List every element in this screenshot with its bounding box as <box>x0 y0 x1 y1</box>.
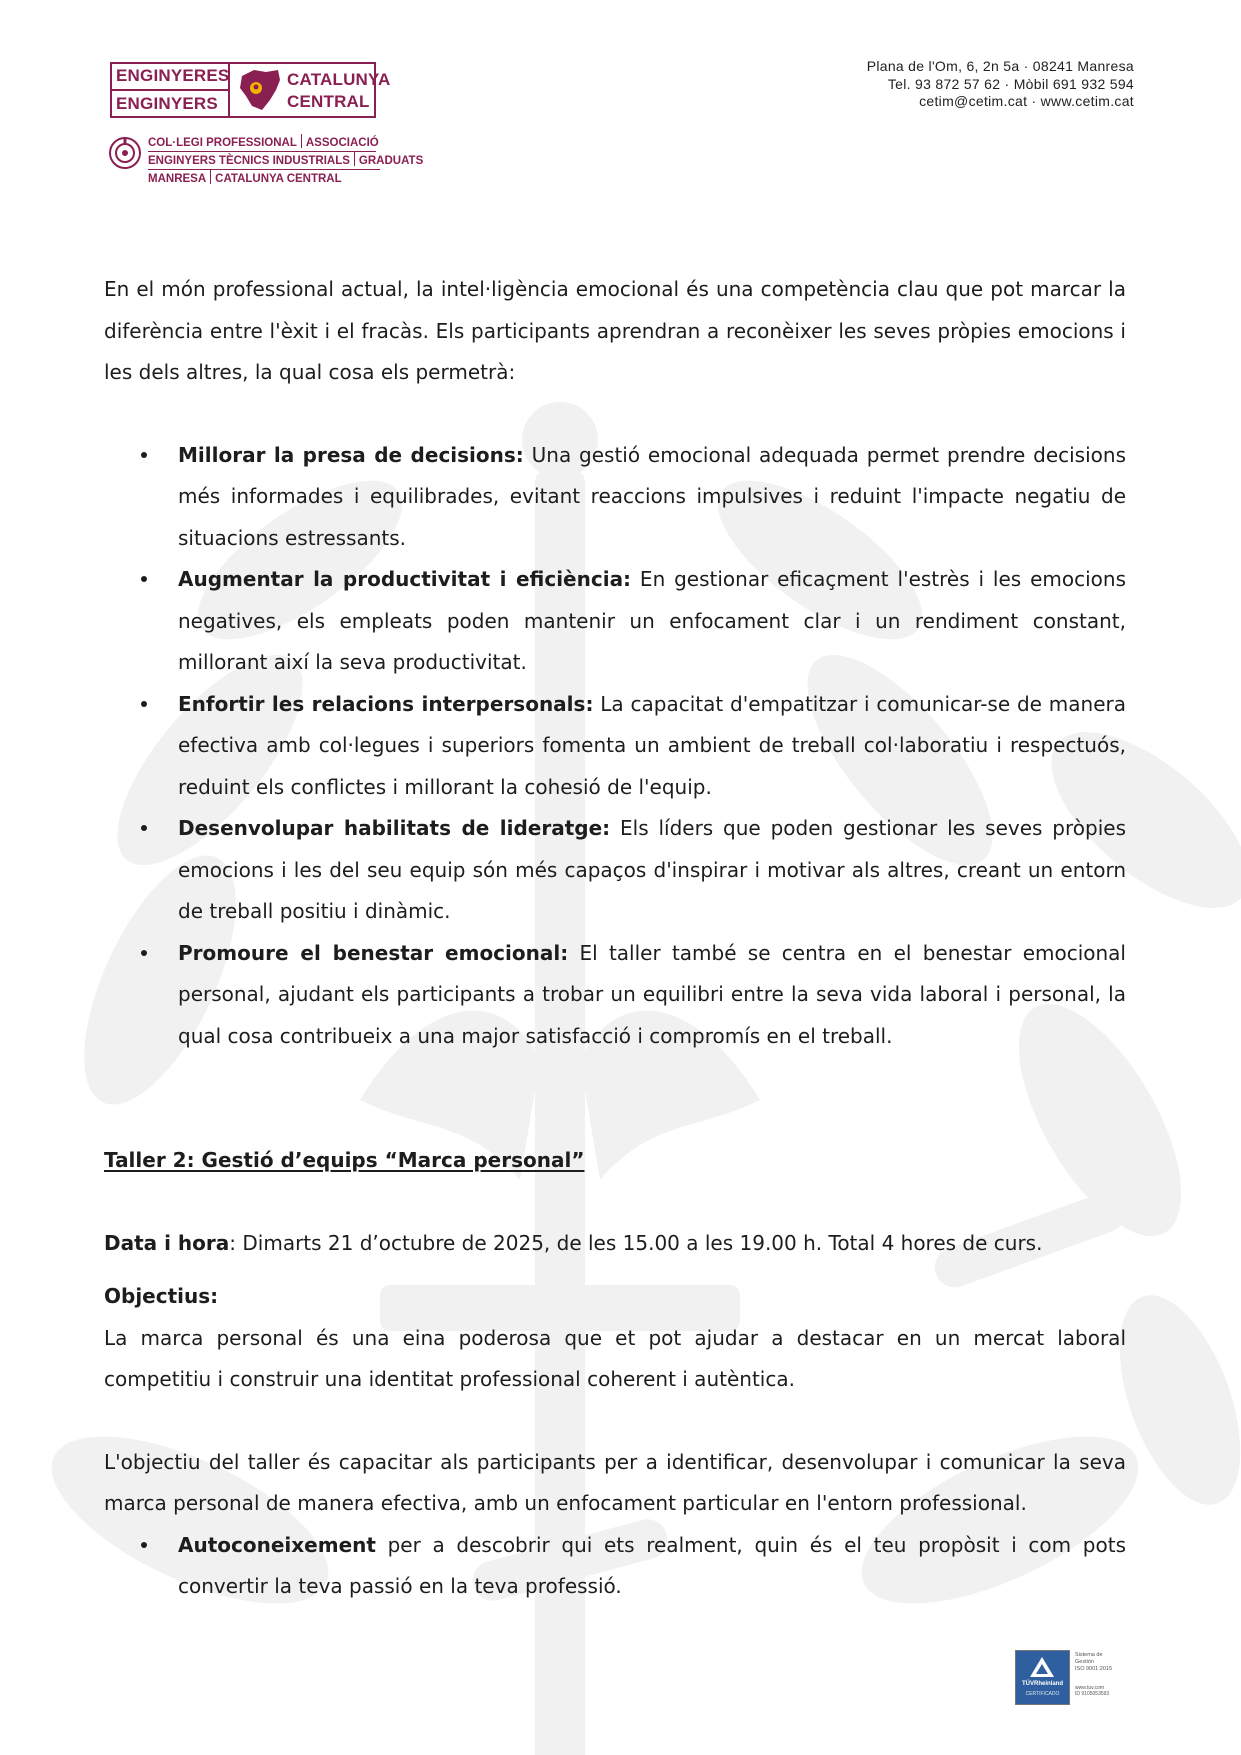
spacer <box>104 1264 1126 1276</box>
objectives-list <box>104 1525 1126 1608</box>
college-seal-icon <box>108 136 142 170</box>
contact-phones: Tel. 93 872 57 62 · Mòbil 691 932 594 <box>887 75 1134 92</box>
spacer <box>104 1401 1126 1442</box>
document-body <box>104 269 1126 1608</box>
workshop-title <box>104 1140 1126 1182</box>
badge-side-line: Sistema de <box>1075 1652 1103 1658</box>
list-item <box>104 559 1126 684</box>
workshop-date <box>104 1223 1126 1265</box>
list-item-title: Autoconeixement <box>178 1532 376 1557</box>
list-item-title: Millorar la presa de decisions: <box>178 442 524 467</box>
list-item <box>104 684 1126 809</box>
logo-line-2: ENGINYERS <box>116 94 218 113</box>
logo-separator <box>301 134 302 148</box>
list-item-text: En gestionar eficaçment l'estrès i les emocions negatives, els empleats poden mantenir un enfocament clar i un rendiment constant, millorant així la seva productivitat. <box>178 567 1126 674</box>
logo-region-1: CATALUNYA <box>287 70 391 89</box>
logo-region-2: CENTRAL <box>287 92 370 111</box>
date-value: : Dimarts 21 d’octubre de 2025, de les 15.00 a les 19.00 h. Total 4 hores de curs. <box>229 1230 1043 1255</box>
workshop-title-text: Taller 2: Gestió d’equips “Marca personal” <box>104 1148 585 1172</box>
college-logo-text: GRADUATS <box>358 155 424 167</box>
contact-info <box>867 58 1134 111</box>
college-logo-row-1 <box>148 134 379 151</box>
logo-separator <box>354 152 355 166</box>
college-logo-text: COL·LEGI PROFESSIONAL <box>148 137 297 149</box>
bullet-icon <box>141 576 147 582</box>
college-logo-text: ENGINYERS TÈCNICS INDUSTRIALS <box>148 155 350 167</box>
logo-line-1: ENGINYERES <box>116 66 230 85</box>
college-logo-row-3 <box>148 170 342 187</box>
benefits-list <box>104 435 1126 1058</box>
organization-logo <box>110 62 391 118</box>
list-item-title: Promoure el benestar emocional: <box>178 940 569 965</box>
college-logo-text: MANRESA <box>148 173 207 185</box>
list-item-title: Enfortir les relacions interpersonals: <box>178 691 594 716</box>
intro-paragraph: En el món professional actual, la intel·ligència emocional és una competència clau que pot marcar la diferència entre l'èxit i el fracàs. Els participants aprendran a reconèixer les seves pròpies emocions i les dels altres, la qual cosa els permetrà: <box>104 277 1126 384</box>
spacer <box>104 1057 1126 1140</box>
bullet-icon <box>141 825 147 831</box>
bullet-icon <box>141 701 147 707</box>
spacer <box>104 394 1126 435</box>
bullet-icon <box>141 950 147 956</box>
contact-web: cetim@cetim.cat · www.cetim.cat <box>919 93 1134 109</box>
college-logo-row-2 <box>148 152 423 169</box>
objectives-label: Objectius: <box>104 1284 219 1308</box>
contact-address: Plana de l'Om, 6, 2n 5a · 08241 Manresa <box>866 58 1134 74</box>
spacer <box>104 1182 1126 1223</box>
badge-small-line: ID 9105053593 <box>1075 1691 1110 1697</box>
list-item <box>104 933 1126 1058</box>
objectives-paragraph-2: L'objectiu del taller és capacitar als participants per a identificar, desenvolupar i comunicar la seva marca personal de manera efectiva, amb un enfocament particular en l'entorn professional. <box>104 1449 1126 1515</box>
list-item-title: Augmentar la productivitat i eficiència: <box>178 567 632 591</box>
badge-brand: TÜVRheinland <box>1021 1681 1063 1687</box>
badge-side-text <box>1075 1652 1112 1673</box>
list-item <box>104 435 1126 560</box>
list-item-text: La capacitat d'empatitzar i comunicar-se de manera efectiva amb col·legues i superiors fomenta un ambient de treball col·laboratiu i respectuós, reduint els conflictes i millorant la cohesió de l'equip. <box>178 691 1126 799</box>
list-item <box>104 808 1126 933</box>
objectives-paragraph-1: La marca personal és una eina poderosa que et pot ajudar a destacar en un mercat laboral competitiu i construir una identitat professional coherent i autèntica. <box>104 1325 1126 1391</box>
logo-separator <box>210 170 211 184</box>
badge-small-line: www.tuv.com <box>1075 1685 1105 1691</box>
list-item-text: per a descobrir qui ets realment, quin és el teu propòsit i com pots convertir la teva passió en la teva professió. <box>178 1532 1126 1598</box>
logo-rule <box>148 151 376 152</box>
date-label: Data i hora <box>104 1230 230 1255</box>
badge-side-line: Gestión <box>1075 1659 1094 1665</box>
badge-side-line: ISO 9001:2015 <box>1075 1666 1113 1672</box>
college-logo-text: ASSOCIACIÓ <box>305 137 379 149</box>
badge-side-small <box>1075 1685 1109 1697</box>
objectives-heading <box>104 1276 1126 1318</box>
certification-badge <box>1015 1650 1125 1705</box>
college-logo-text: CATALUNYA CENTRAL <box>215 173 342 185</box>
badge-status: CERTIFICADO <box>1025 1691 1060 1697</box>
college-logo <box>108 134 424 192</box>
catalonia-map-icon <box>236 66 284 114</box>
list-item-text: El taller també se centra en el benestar emocional personal, ajudant els participants a trobar un equilibri entre la seva vida laboral i personal, la qual cosa contribueix a una major satisfacció i compromís en el treball. <box>178 940 1126 1048</box>
bullet-icon <box>141 452 147 458</box>
bullet-icon <box>141 1542 147 1548</box>
tuv-triangle-icon <box>1029 1656 1055 1678</box>
list-item <box>104 1525 1126 1608</box>
list-item-title: Desenvolupar habilitats de lideratge: <box>178 816 611 840</box>
list-item-text: Una gestió emocional adequada permet prendre decisions més informades i equilibrades, evitant reaccions impulsives i reduint l'impacte negatiu de situacions estressants. <box>178 442 1126 550</box>
logo-divider <box>110 89 230 91</box>
logo-rule <box>148 169 380 170</box>
list-item-text: Els líders que poden gestionar les seves pròpies emocions i les del seu equip són més capaços d'inspirar i motivar als altres, creant un entorn de treball positiu i dinàmic. <box>178 816 1127 923</box>
